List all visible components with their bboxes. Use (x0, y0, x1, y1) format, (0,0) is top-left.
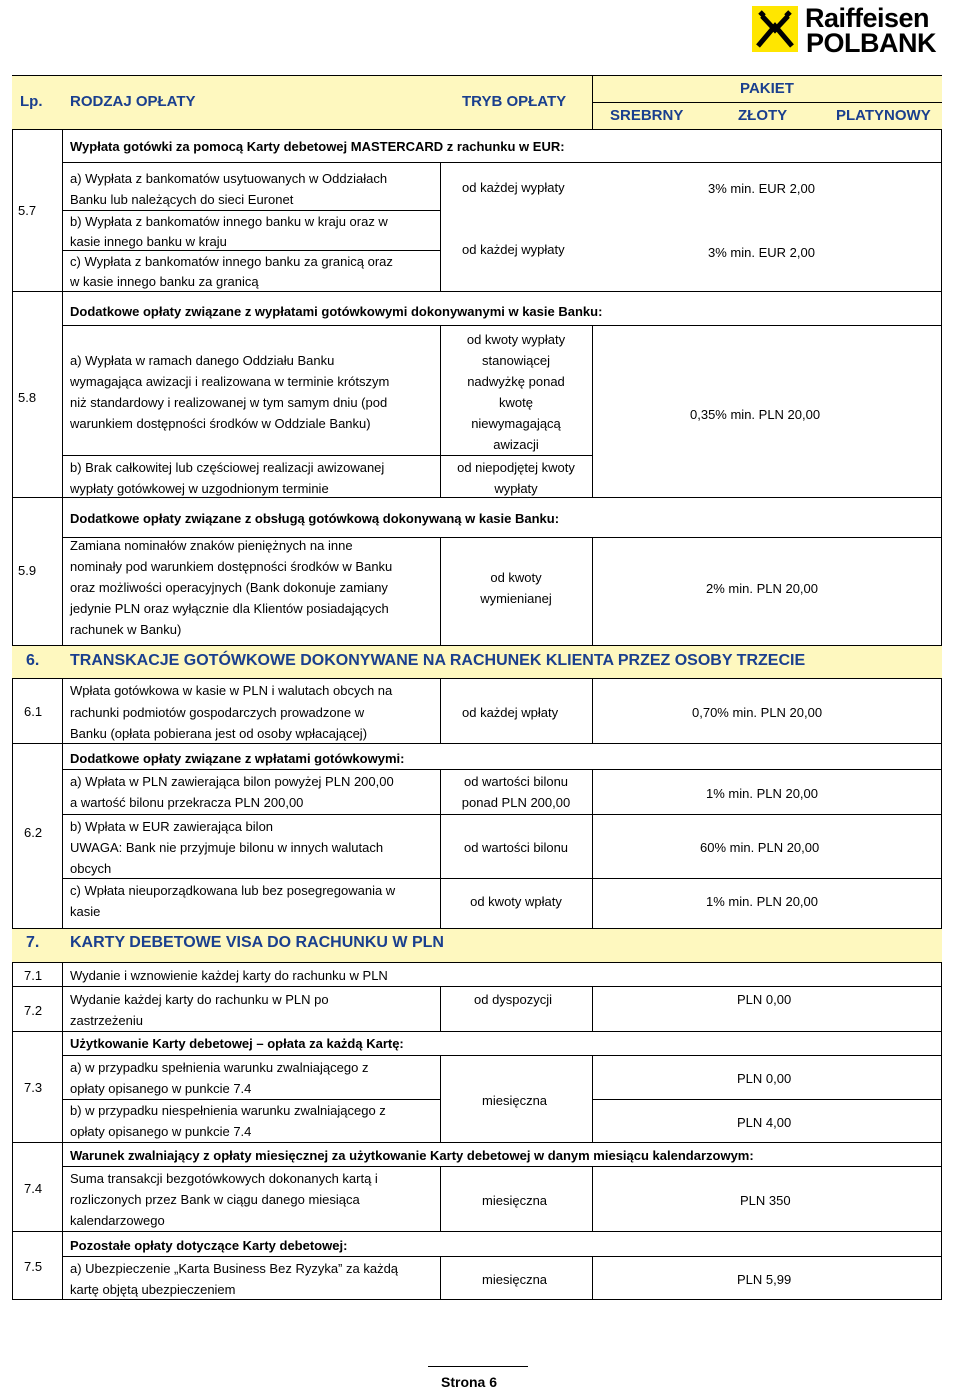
row-number: 7.2 (24, 1003, 43, 1018)
gable-cross-icon (752, 6, 798, 52)
fee-desc: warunkiem dostępności środków w Oddziale Banku) (70, 416, 371, 431)
fee-value: PLN 4,00 (737, 1115, 792, 1130)
fee-value: PLN 350 (740, 1193, 791, 1208)
fee-mode: od dyspozycji (474, 992, 553, 1007)
fee-desc: obcych (70, 861, 112, 876)
fee-mode: kwotę (499, 395, 533, 410)
section-heading: TRANSKACJE GOTÓWKOWE DOKONYWANE NA RACHUNEK KLIENTA PRZEZ OSOBY TRZECIE (70, 652, 806, 669)
fee-desc: a wartość bilonu przekracza PLN 200,00 (70, 795, 304, 810)
fee-desc: a) Wypłata w ramach danego Oddziału Banku (70, 353, 335, 368)
section-title: Użytkowanie Karty debetowej – opłata za każdą Kartę: (70, 1036, 404, 1051)
row-number: 5.8 (18, 390, 37, 405)
fee-mode: nadwyżkę ponad (467, 374, 565, 389)
col-srebrny: SREBRNY (610, 107, 684, 124)
fee-mode: wypłaty (494, 481, 538, 496)
fee-desc: a) Wpłata w PLN zawierająca bilon powyżej PLN 200,00 (70, 774, 394, 789)
fee-desc: a) Wypłata z bankomatów usytuowanych w Oddziałach (70, 171, 388, 186)
fee-desc: opłaty opisanego w punkcie 7.4 (70, 1124, 252, 1139)
col-tryb: TRYB OPŁATY (462, 93, 567, 110)
section-number: 6. (26, 652, 40, 669)
fee-desc: kasie (70, 904, 101, 919)
fee-mode: od każdej wypłaty (462, 242, 565, 257)
fee-value: PLN 0,00 (737, 1071, 792, 1086)
row-number: 5.9 (18, 563, 37, 578)
fee-value: 1% min. PLN 20,00 (706, 786, 819, 801)
fee-mode: miesięczna (482, 1272, 548, 1287)
fee-desc: Banku lub należących do sieci Euronet (70, 192, 294, 207)
fee-mode: od wartości bilonu (463, 840, 569, 855)
fee-desc: rachunki podmiotów gospodarczych prowadzone w (70, 705, 365, 720)
fee-value: 2% min. PLN 20,00 (706, 581, 819, 596)
section-title: Warunek zwalniający z opłaty miesięcznej za użytkowanie Karty debetowej w danym miesiącu kalendarzowym: (70, 1148, 754, 1163)
row-number: 7.3 (24, 1080, 43, 1095)
fee-desc: kasie innego banku w kraju (70, 234, 227, 249)
row-number: 7.5 (24, 1259, 43, 1274)
fee-mode: od kwoty wypłaty (466, 332, 566, 347)
fee-value: 1% min. PLN 20,00 (706, 894, 819, 909)
row-number: 7.1 (24, 968, 43, 983)
row-number: 6.2 (24, 825, 43, 840)
fee-desc: a) Ubezpieczenie „Karta Business Bez Ryzyka” za każdą (70, 1261, 399, 1276)
fee-value: 3% min. EUR 2,00 (708, 245, 815, 260)
section-title: Wypłata gotówki za pomocą Karty debetowej MASTERCARD z rachunku w EUR: (70, 139, 565, 154)
fee-desc: oraz możliwości operacyjnych (Bank dokonuje zamiany (70, 580, 388, 595)
fee-desc: b) w przypadku niespełnienia warunku zwalniającego z (70, 1103, 386, 1118)
fee-value: 3% min. EUR 2,00 (708, 181, 815, 196)
fee-desc: jedynie PLN oraz wyłącznie dla Klientów posiadających (70, 601, 389, 616)
fee-desc: rozliczonych przez Bank w ciągu danego miesiąca (70, 1192, 360, 1207)
fee-mode: od wartości bilonu (463, 774, 569, 789)
fee-desc: opłaty opisanego w punkcie 7.4 (70, 1081, 252, 1096)
fee-mode: miesięczna (482, 1193, 548, 1208)
col-zloty: ZŁOTY (738, 107, 788, 124)
brand-line2: POLBANK (806, 28, 936, 58)
fee-desc: a) w przypadku spełnienia warunku zwalniającego z (70, 1060, 369, 1075)
section-title: Dodatkowe opłaty związane z obsługą gotówkową dokonywaną w kasie Banku: (70, 511, 560, 526)
fee-value: 0,35% min. PLN 20,00 (690, 407, 821, 422)
fee-desc: c) Wypłata z bankomatów innego banku za granicą oraz (70, 254, 393, 269)
fee-mode: niewymagającą (471, 416, 561, 431)
fee-value: PLN 5,99 (737, 1272, 792, 1287)
fee-mode: awizacji (493, 437, 539, 452)
fee-mode: stanowiącej (482, 353, 550, 368)
fee-mode: wymienianej (480, 591, 552, 606)
fee-mode: od każdej wpłaty (462, 705, 559, 720)
fee-desc: Wpłata gotówkowa w kasie w PLN i walutach obcych na (70, 683, 393, 698)
section-heading: KARTY DEBETOWE VISA DO RACHUNKU W PLN (70, 934, 444, 951)
fee-desc: b) Brak całkowitej lub częściowej realizacji awizowanej (70, 460, 385, 475)
fee-mode: ponad PLN 200,00 (461, 795, 571, 810)
page-number: Strona 6 (441, 1374, 498, 1390)
fee-desc: kalendarzowego (70, 1213, 165, 1228)
fee-mode: od każdej wypłaty (462, 180, 565, 195)
section-title: Dodatkowe opłaty związane z wypłatami gotówkowymi dokonywanymi w kasie Banku: (70, 304, 603, 319)
fee-desc: zastrzeżeniu (70, 1013, 143, 1028)
fee-mode: od kwoty wpłaty (470, 894, 562, 909)
fee-desc: kartę objętą ubezpieczeniem (70, 1282, 236, 1297)
fee-desc: Banku (opłata pobierana jest od osoby wpłacającej) (70, 726, 368, 741)
fee-value: PLN 0,00 (737, 992, 792, 1007)
fee-value: 60% min. PLN 20,00 (700, 840, 820, 855)
col-pakiet: PAKIET (740, 80, 794, 97)
fee-desc: wypłaty gotówkowej w uzgodnionym terminie (70, 481, 329, 496)
fee-desc: Suma transakcji bezgotówkowych dokonanych kartą i (70, 1171, 378, 1186)
fee-desc: niż standardowy i realizowanej w tym samym dniu (pod (70, 395, 388, 410)
fee-desc: b) Wpłata w EUR zawierająca bilon (70, 819, 274, 834)
fee-desc: Wydanie i wznowienie każdej karty do rachunku w PLN (70, 968, 388, 983)
fee-desc: c) Wpłata nieuporządkowana lub bez posegregowania w (70, 883, 396, 898)
fee-desc: nominały pod warunkiem dostępności środków w Banku (70, 559, 393, 574)
section-number: 7. (26, 934, 40, 951)
fee-mode: od niepodjętej kwoty (457, 460, 575, 475)
brand-line1: Raiffeisen (805, 3, 930, 33)
fee-desc: Wydanie każdej karty do rachunku w PLN po (70, 992, 329, 1007)
row-number: 5.7 (18, 203, 37, 218)
fee-mode: miesięczna (482, 1093, 548, 1108)
fee-desc: w kasie innego banku za granicą (70, 274, 259, 289)
section-title: Pozostałe opłaty dotyczące Karty debetowej: (70, 1238, 348, 1253)
col-lp: Lp. (20, 93, 43, 110)
section-title: Dodatkowe opłaty związane z wpłatami gotówkowymi: (70, 751, 405, 766)
fee-value: 0,70% min. PLN 20,00 (692, 705, 823, 720)
fee-desc: wymagająca awizacji i realizowana w terminie krótszym (70, 374, 390, 389)
fee-mode: od kwoty (490, 570, 542, 585)
fee-desc: UWAGA: Bank nie przyjmuje bilonu w innych walutach (70, 840, 384, 855)
fee-desc: Zamiana nominałów znaków pieniężnych na inne (70, 538, 353, 553)
fee-desc: rachunek w Banku) (70, 622, 182, 637)
col-platynowy: PLATYNOWY (836, 107, 931, 124)
fee-desc: b) Wypłata z bankomatów innego banku w kraju oraz w (70, 214, 388, 229)
row-number: 6.1 (24, 704, 43, 719)
row-number: 7.4 (24, 1181, 43, 1196)
col-rodzaj: RODZAJ OPŁATY (70, 93, 196, 110)
